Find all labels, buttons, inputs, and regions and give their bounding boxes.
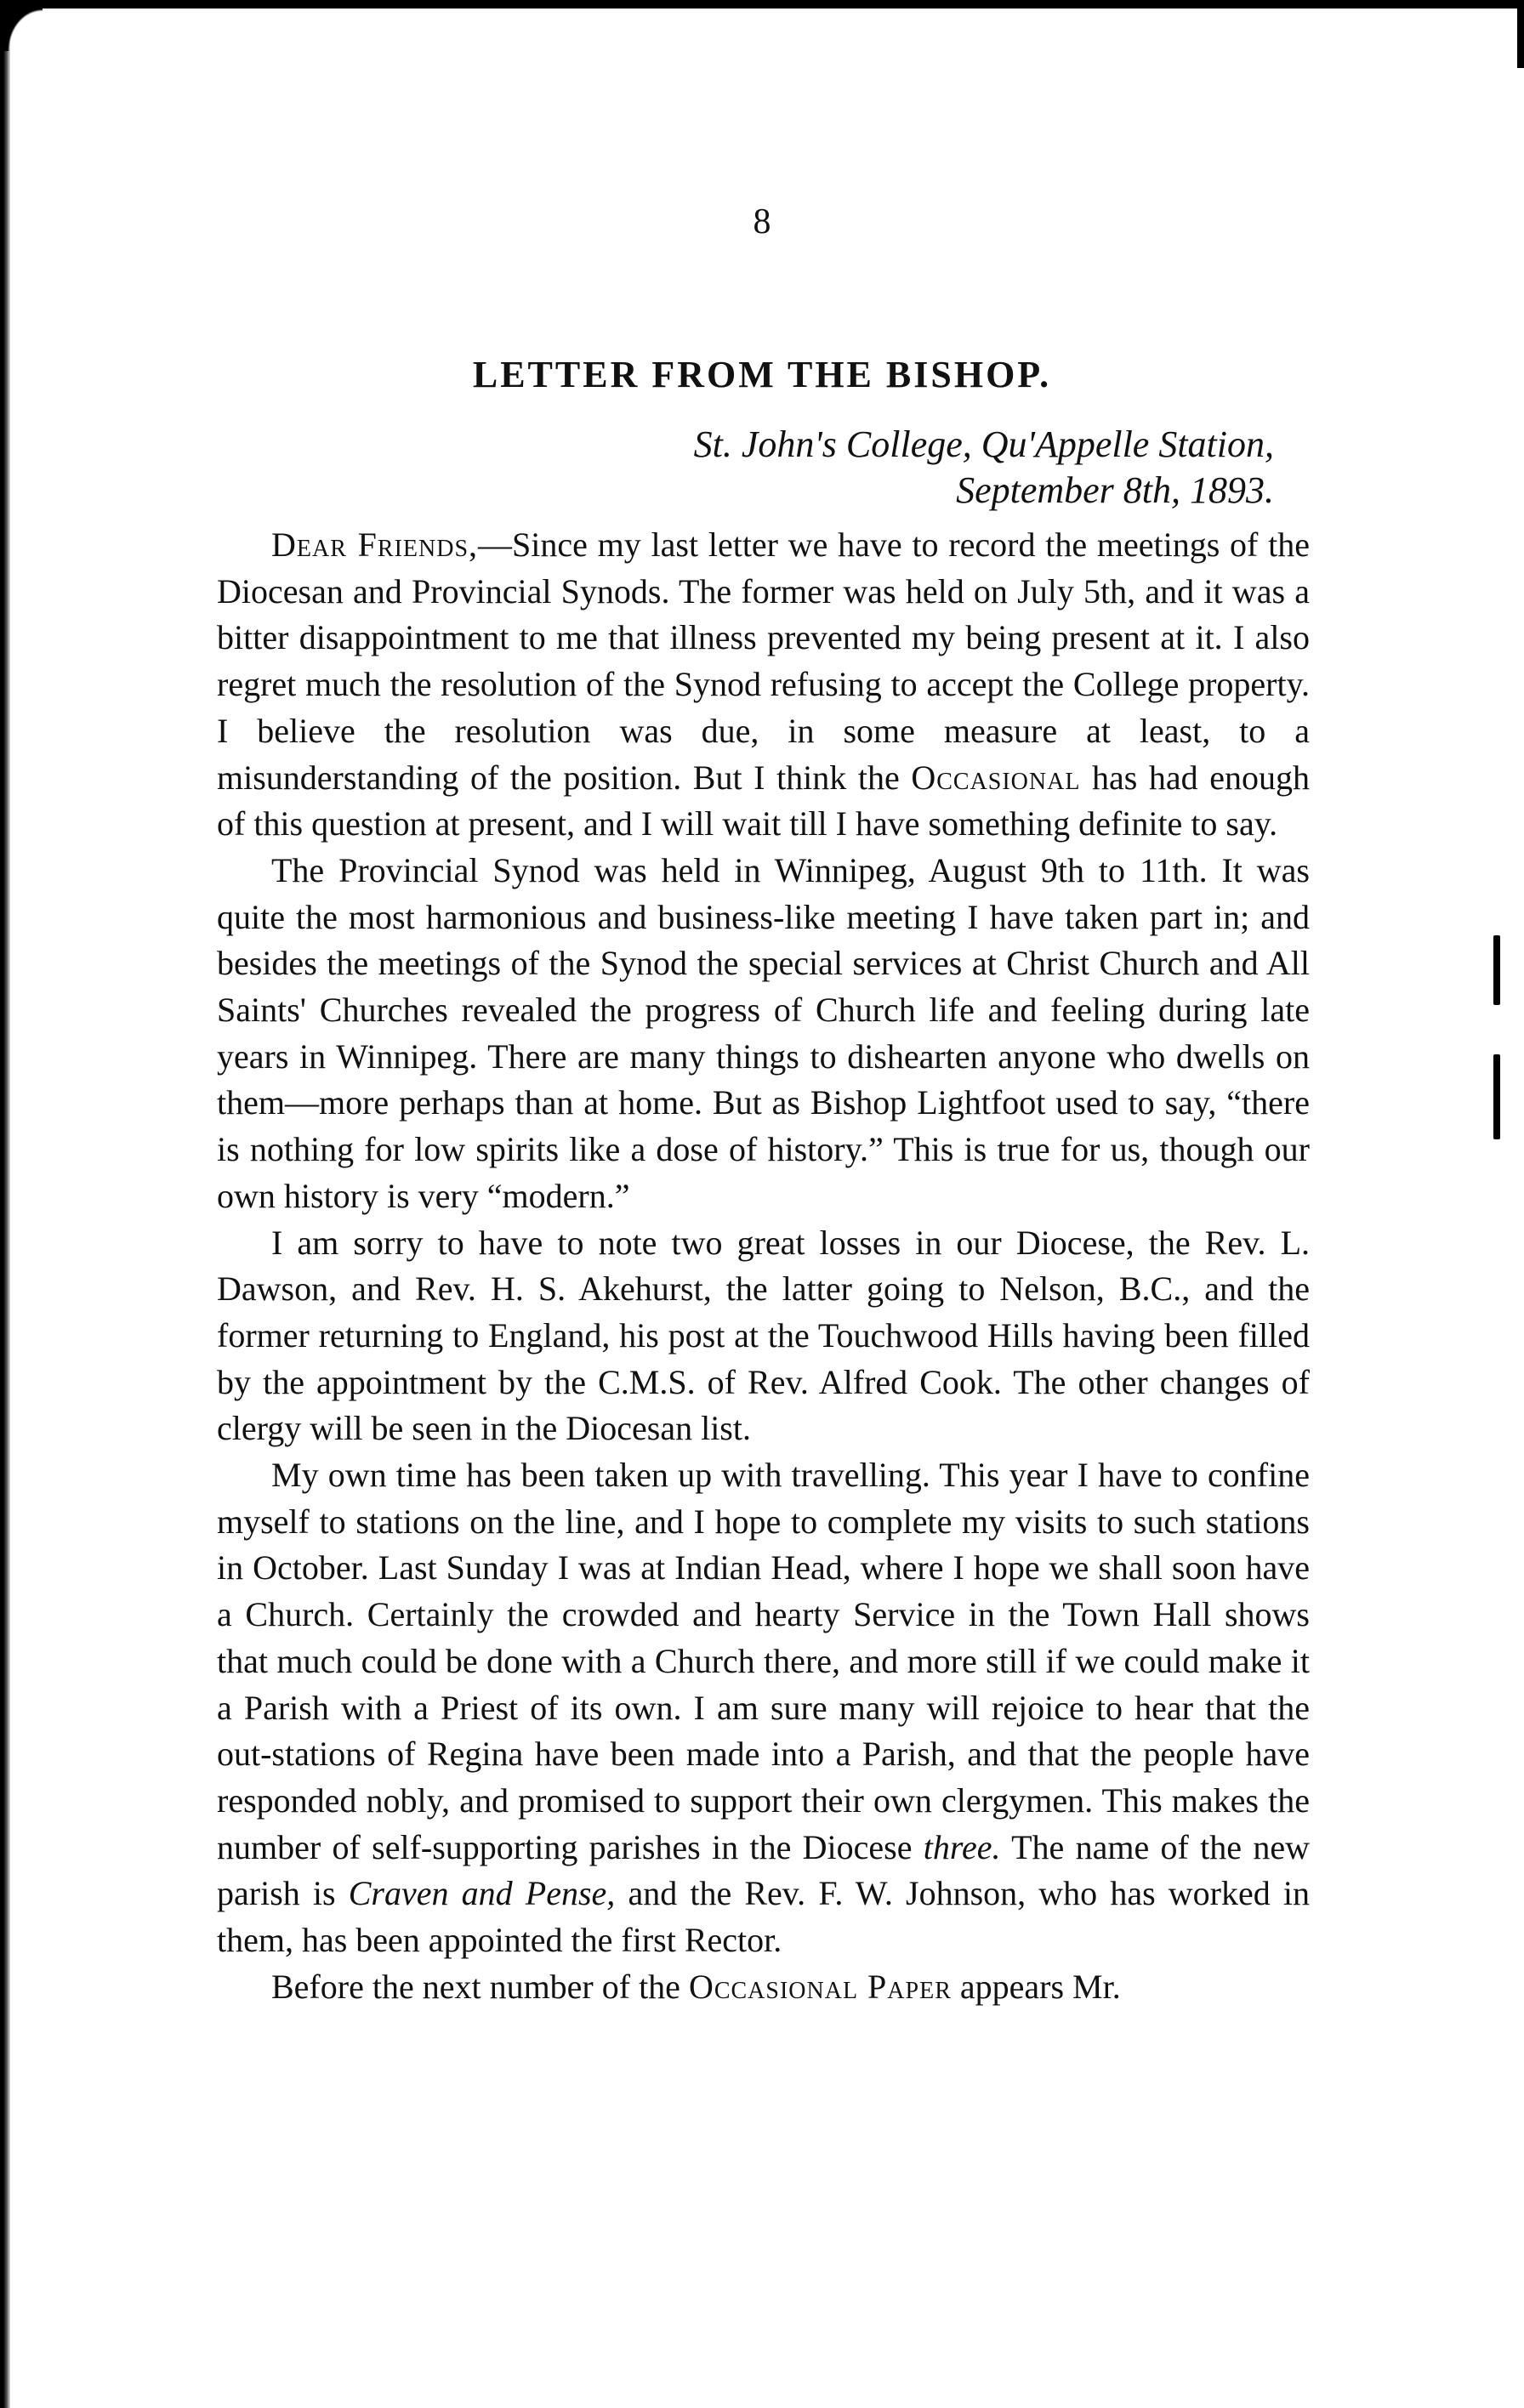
scan-mark <box>1493 1054 1500 1139</box>
publication-name: Occasional <box>911 758 1081 797</box>
scan-edge-top <box>0 0 1524 9</box>
letter-title: LETTER FROM THE BISHOP. <box>472 354 1052 395</box>
letter-body <box>217 522 1310 2011</box>
paragraph-3: I am sorry to have to note two great losses in our Diocese, the Rev. L. Dawson, and Rev. H. S. Akehurst, the latter going to Nelson, B.C., and the former returning to England, his post at the Touchwood Hills having been filled by the appointment by the C.M.S. of Rev. Alfred Cook. The other changes of clergy will be seen in the Diocesan list. <box>217 1223 1310 1448</box>
scan-mark <box>1493 935 1500 1005</box>
scan-edge-right <box>1517 0 1524 68</box>
emphasis: three. <box>923 1827 1001 1866</box>
parish-name: Craven and Pense, <box>348 1874 616 1913</box>
paragraph-text: The name of the new parish is <box>217 1827 1310 1913</box>
paragraph-text: and the Rev. F. W. Johnson, who has worked in them, has been appointed the first Rector. <box>217 1874 1311 1960</box>
paragraph-text: My own time has been taken up with travelling. This year I have to confine myself to stations on the line, and I hope to complete my visits to such stations in October. Last Sunday I was at Indian Head, where I hope we shall soon have a Church. Certainly the crowded and hearty Service in the Town Hall shows that much could be done with a Church there, and more still if we could make it a Parish with a Priest of its own. I am sure many will rejoice to hear that the out-stations of Regina have been made into a Parish, and that the people have responded nobly, and promised to support their own clergymen. This makes the number of self-supporting parishes in the Diocese <box>217 1456 1310 1866</box>
paragraph-4 <box>217 1452 1310 1964</box>
salutation: Dear Friends, <box>271 525 479 564</box>
dateline-place: St. John's College, Qu'Appelle Station, <box>693 423 1274 465</box>
publication-name: Occasional Paper <box>688 1967 952 2006</box>
paragraph-text: Before the next number of the <box>271 1967 689 2006</box>
paragraph-1 <box>217 522 1310 848</box>
dateline-date: September 8th, 1893. <box>956 469 1274 511</box>
paragraph-text: has had enough of this question at present, and I will wait till I have something definite to say. <box>217 758 1311 843</box>
paragraph-text: —Since my last letter we have to record the meetings of the Diocesan and Provincial Synods. The former was held on July 5th, and it was a bitter disappointment to me that illness prevented my being present at it. I also regret much the resolution of the Synod refusing to accept the College property. I believe the resolution was due, in some measure at least, to a misunderstanding of the position. But I think the <box>217 525 1310 797</box>
paragraph-5 <box>217 1964 1310 2011</box>
paragraph-2: The Provincial Synod was held in Winnipeg, August 9th to 11th. It was quite the most harmonious and business-like meeting I have taken part in; and besides the meetings of the Synod the special services at Christ Church and All Saints' Churches revealed the progress of Church life and feeling during late years in Winnipeg. There are many things to dishearten anyone who dwells on them—more perhaps than at home. But as Bishop Lightfoot used to say, “there is nothing for low spirits like a dose of history.” This is true for us, though our own history is very “modern.” <box>217 850 1310 1215</box>
page-number: 8 <box>753 202 771 241</box>
paragraph-text: appears Mr. <box>951 1967 1121 2006</box>
scan-edge-corner <box>0 0 43 51</box>
